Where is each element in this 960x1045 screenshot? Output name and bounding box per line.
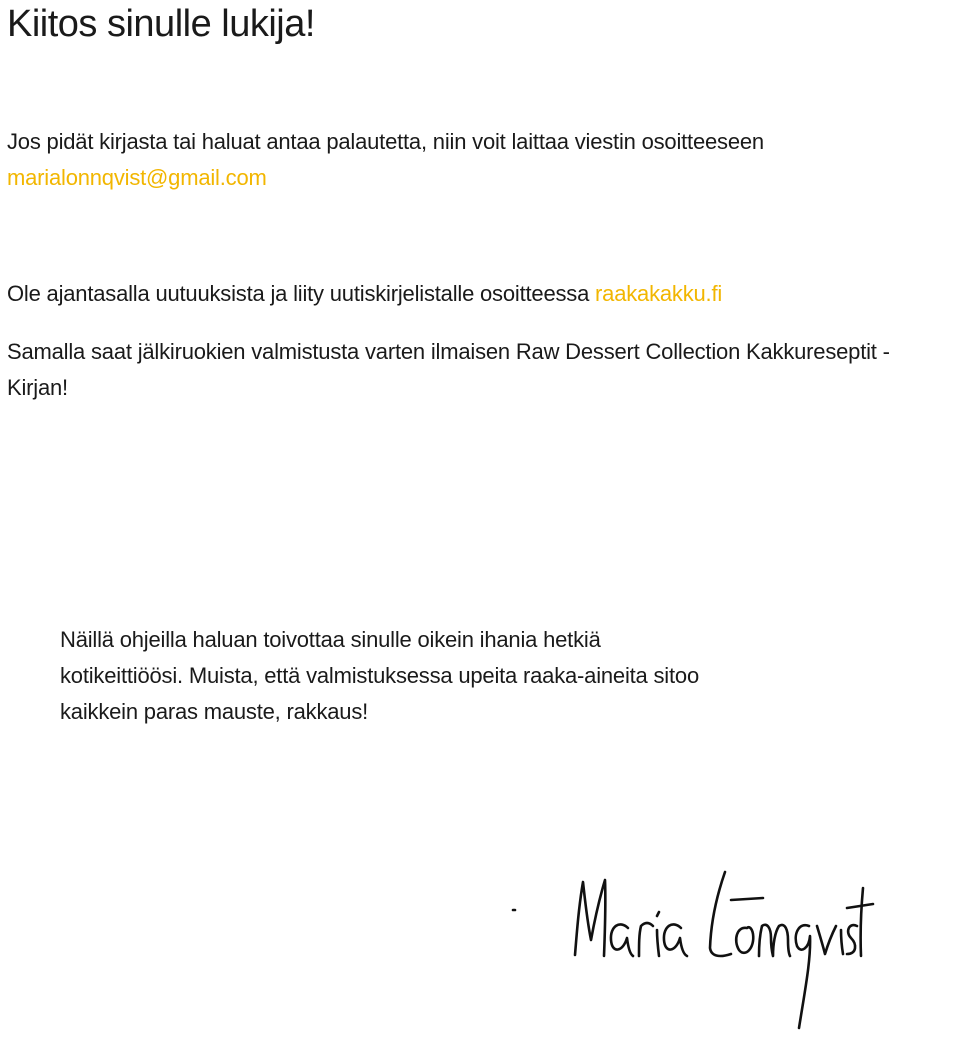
handwritten-signature <box>505 860 875 1040</box>
feedback-paragraph <box>7 124 957 196</box>
newsletter-text: Ole ajantasalla uutuuksista ja liity uutiskirjelistalle osoitteessa <box>7 281 596 306</box>
signature-stroke-i <box>657 930 659 956</box>
page-title: Kiitos sinulle lukija! <box>7 3 315 45</box>
bonus-paragraph: Samalla saat jälkiruokien valmistusta varten ilmaisen Raw Dessert Collection Kakkureseptit - Kirjan! <box>7 339 890 400</box>
signature-stroke-nn <box>759 925 790 956</box>
newsletter-paragraph <box>7 276 957 312</box>
signature-stroke-i2 <box>841 930 843 954</box>
signature-stroke-q <box>796 925 810 1028</box>
signature-stroke-v <box>817 926 836 954</box>
signature-t-cross <box>847 904 873 908</box>
closing-paragraph: Näillä ohjeilla haluan toivottaa sinulle oikein ihania hetkiä kotikeittiöösi. Muista, että valmistuksessa upeita raaka-aineita sitoo kaikkein paras mauste, rakkaus! <box>60 627 699 724</box>
signature-stroke-a2 <box>664 924 687 956</box>
signature-stroke-s <box>847 925 857 954</box>
signature-dot-i <box>657 912 659 916</box>
signature-stroke-m <box>575 880 605 956</box>
signature-umlaut <box>731 898 763 900</box>
email-link[interactable]: marialonnqvist@gmail.com <box>7 165 267 190</box>
signature-stroke-l <box>710 872 731 956</box>
website-link[interactable]: raakakakku.fi <box>595 281 723 306</box>
feedback-text: Jos pidät kirjasta tai haluat antaa palautetta, niin voit laittaa viestin osoitteeseen <box>7 129 764 154</box>
signature-stroke-t <box>861 888 863 956</box>
signature-stroke-a <box>611 924 633 956</box>
signature-stroke-o <box>736 927 753 953</box>
signature-stroke-r <box>639 923 653 956</box>
